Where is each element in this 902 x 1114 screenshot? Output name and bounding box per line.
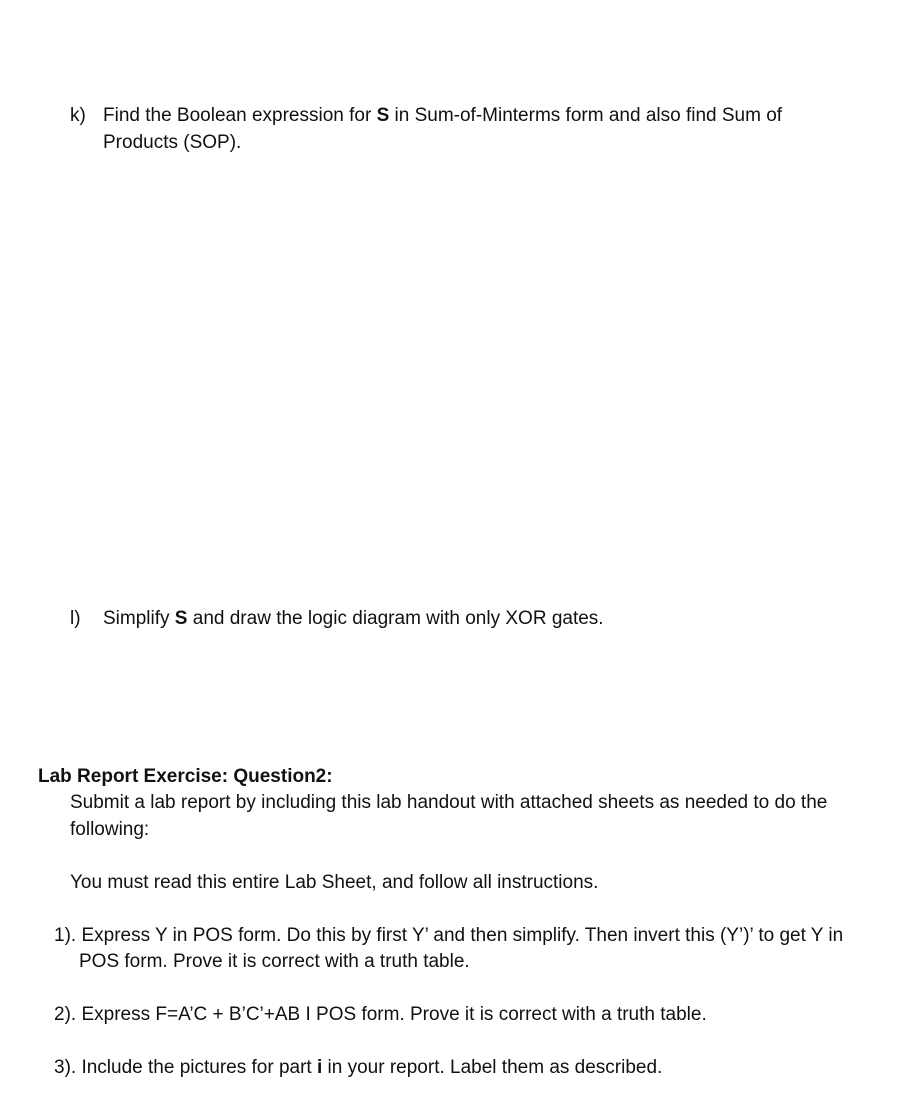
- task-2-text: 2). Express F=A’C + B’C’+AB I POS form. Prove it is correct with a truth table.: [54, 1004, 707, 1025]
- task-1-text: 1). Express Y in POS form. Do this by first Y’ and then simplify. Then invert this (Y’)’ to get Y in POS form. Prove it is correct with a truth table.: [54, 925, 844, 972]
- part-k-bold-variable: S: [376, 105, 390, 126]
- part-k-marker: k): [70, 105, 86, 126]
- task-item-1: [54, 923, 864, 975]
- part-k-text: Find the Boolean expression for S in Sum-of-Minterms form and also find Sum of Products (SOP).: [103, 105, 783, 153]
- part-l-marker: l): [70, 608, 81, 629]
- task-item-3: [54, 1055, 864, 1081]
- question-part-k: [70, 102, 840, 156]
- part-l-bold-variable: S: [174, 608, 188, 629]
- task-3-bold-part: i: [316, 1057, 323, 1078]
- part-l-text: Simplify S and draw the logic diagram with only XOR gates.: [103, 608, 604, 629]
- lab-report-heading: Lab Report Exercise: Question2:: [38, 766, 333, 787]
- lab-report-instruction: You must read this entire Lab Sheet, and follow all instructions.: [70, 872, 599, 893]
- task-item-2: [54, 1002, 864, 1028]
- task-3-text: 3). Include the pictures for part i in your report. Label them as described.: [54, 1057, 663, 1078]
- lab-report-intro: Submit a lab report by including this lab handout with attached sheets as needed to do the following:: [70, 792, 828, 840]
- question-part-l: [70, 605, 840, 632]
